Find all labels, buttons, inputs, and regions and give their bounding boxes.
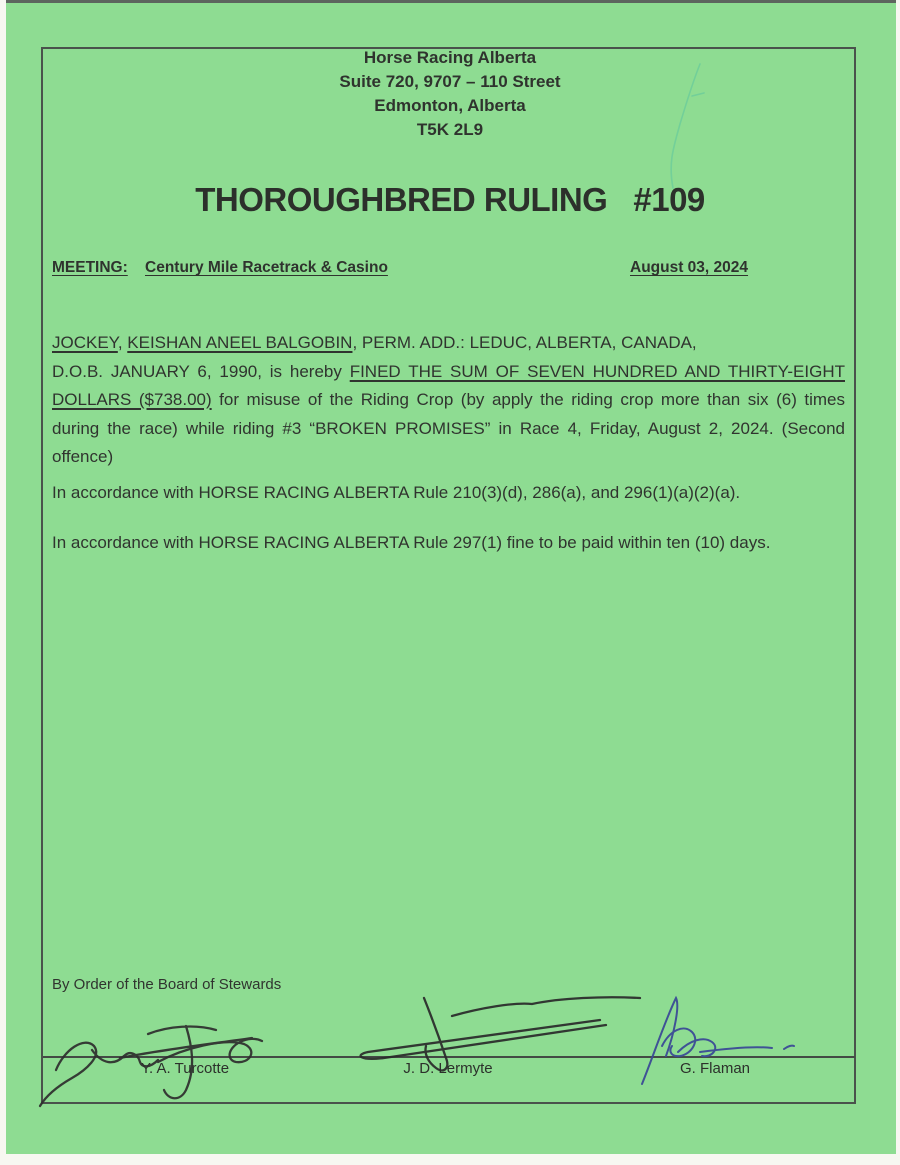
jockey-label: JOCKEY	[52, 333, 118, 352]
ruling-line-1	[52, 329, 845, 358]
scan-edge-shadow	[6, 0, 896, 3]
org-address-line2: Edmonton, Alberta	[374, 96, 526, 115]
rule-reference-2: In accordance with HORSE RACING ALBERTA Rule 297(1) fine to be paid within ten (10) days.	[52, 533, 771, 552]
board-order-text: By Order of the Board of Stewards	[52, 976, 282, 993]
org-name: Horse Racing Alberta	[363, 48, 537, 67]
org-postal-code: T5K 2L9	[416, 120, 484, 139]
jockey-name: KEISHAN ANEEL BALGOBIN	[127, 333, 353, 352]
ruling-text: for misuse of the Riding Crop (by apply the riding crop more than six (6) times	[211, 390, 845, 409]
ruling-line-4: during the race) while riding #3 “BROKEN PROMISES” in Race 4, Friday, August 2, 2024. (Second	[52, 418, 845, 438]
meeting-date: August 03, 2024	[630, 259, 749, 276]
ruling-line-5: offence)	[52, 447, 114, 466]
signatory-name: J. D. Lermyte	[403, 1060, 493, 1077]
org-address-line1: Suite 720, 9707 – 110 Street	[339, 72, 561, 91]
fine-phrase: FINED THE SUM OF SEVEN HUNDRED AND THIRTY-EIGHT	[349, 361, 845, 381]
ruling-line-2	[52, 358, 845, 387]
signatory-name: G. Flaman	[679, 1060, 751, 1077]
rule-reference-1: In accordance with HORSE RACING ALBERTA Rule 210(3)(d), 286(a), and 296(1)(a)(2)(a).	[52, 483, 741, 502]
document-title: THOROUGHBRED RULING #109	[195, 181, 705, 218]
signature-line	[43, 1056, 855, 1058]
meeting-venue: Century Mile Racetrack & Casino	[145, 259, 388, 276]
ruling-text: ,	[117, 333, 128, 352]
ruling-line-3	[52, 386, 845, 415]
ruling-paragraph	[52, 329, 845, 472]
ruling-text: , PERM. ADD.: LEDUC, ALBERTA, CANADA,	[352, 333, 697, 352]
fine-amount: DOLLARS ($738.00)	[52, 390, 212, 409]
ruling-text: D.O.B. JANUARY 6, 1990, is hereby	[52, 361, 350, 381]
signatory-name: Y. A. Turcotte	[140, 1060, 230, 1077]
letterhead	[0, 46, 900, 142]
meeting-row	[0, 259, 900, 283]
meeting-label: MEETING:	[52, 259, 128, 276]
